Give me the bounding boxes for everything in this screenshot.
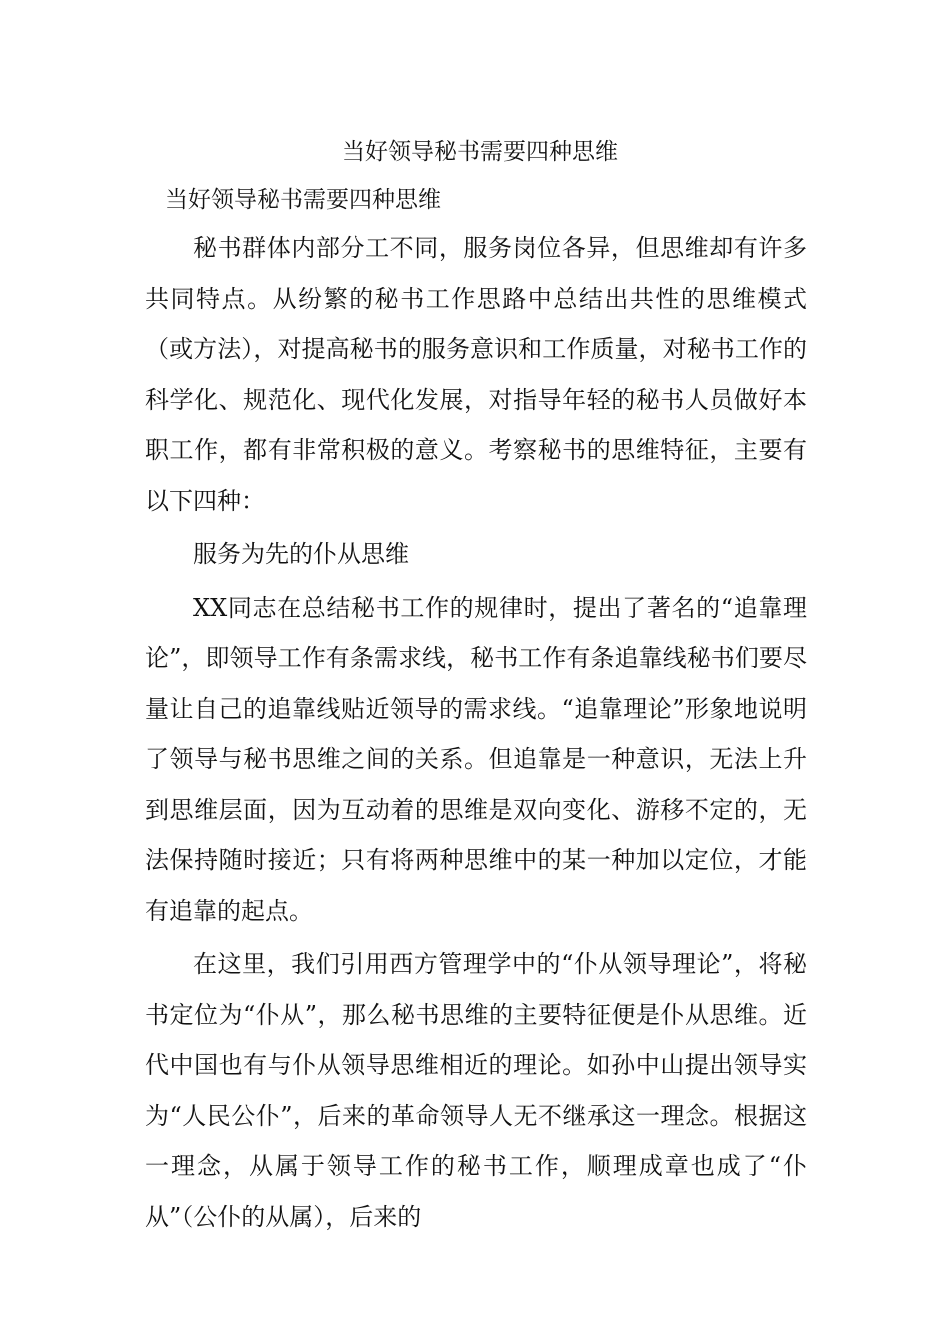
paragraph-follow-theory: XX同志在总结秘书工作的规律时，提出了著名的“追靠理论”，即领导工作有条需求线，秘书工作有条追靠线秘书们要尽量让自己的追靠线贴近领导的需求线。“追靠理论”形象地说明了领导与秘书思维之间的关系。但追靠是一种意识，无法上升到思维层面，因为互动着的思维是双向变化、游移不定的，无法保持随时接近；只有将两种思维中的某一种加以定位，才能有追靠的起点。 [145, 593, 807, 925]
section-heading: 服务为先的仆从思维 [193, 540, 409, 568]
document-title: 当好领导秘书需要四种思维 [342, 139, 618, 165]
document-subtitle: 当好领导秘书需要四种思维 [165, 187, 441, 213]
paragraph-servant-leadership: 在这里，我们引用西方管理学中的“仆从领导理论”，将秘书定位为“仆从”，那么秘书思维的主要特征便是仆从思维。近代中国也有与仆从领导思维相近的理论。如孙中山提出领导实为“人民公仆”，后来的革命领导人无不继承这一理念。根据这一理念，从属于领导工作的秘书工作，顺理成章也成了“仆从”（公仆的从属），后来的 [145, 950, 807, 1231]
paragraph-intro: 秘书群体内部分工不同，服务岗位各异，但思维却有许多共同特点。从纷繁的秘书工作思路中总结出共性的思维模式（或方法），对提高秘书的服务意识和工作质量，对秘书工作的科学化、规范化、现代化发展，对指导年轻的秘书人员做好本职工作，都有非常积极的意义。考察秘书的思维特征，主要有以下四种： [145, 234, 807, 515]
document-body [145, 132, 807, 1242]
